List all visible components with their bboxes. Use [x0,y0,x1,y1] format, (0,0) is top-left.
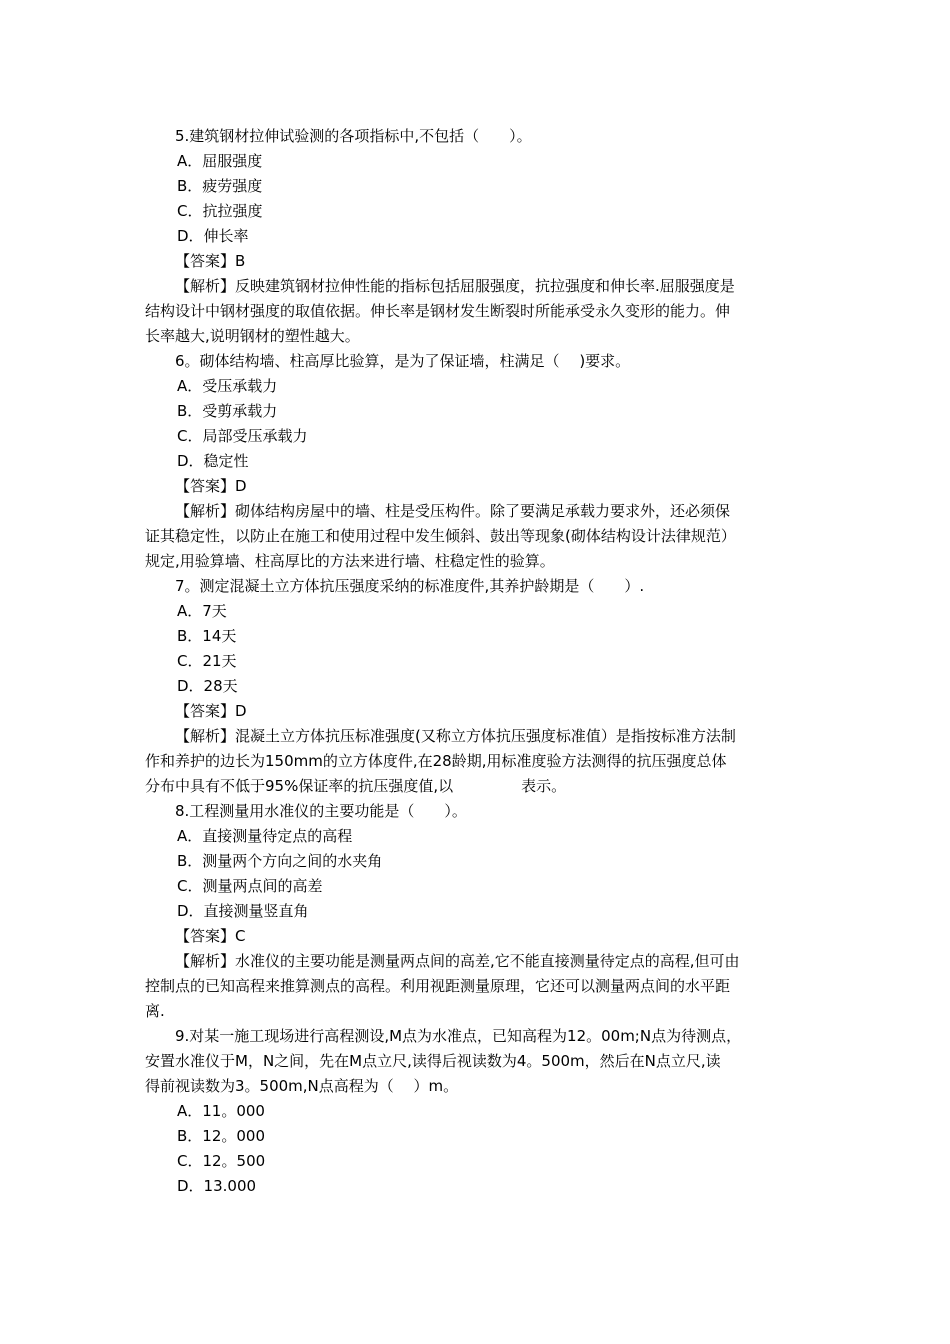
question-7-analysis-line-3-end: 表示。 [521,777,567,795]
question-9-option-d: D．13.000 [177,1177,257,1195]
question-5-analysis-line-2: 结构设计中钢材强度的取值依据。伸长率是钢材发生断裂时所能承受永久变形的能力。伸 [145,302,731,320]
question-5-option-a: A．屈服强度 [177,152,263,170]
question-6-option-c: C．局部受压承载力 [177,427,308,445]
question-9-option-a: A．11。000 [177,1102,265,1120]
question-7-analysis-line-3-start: 分布中具有不低于95%保证率的抗压强度值,以 [145,777,454,795]
question-6-stem: 6。砌体结构墙、柱高厚比验算，是为了保证墙，柱满足（ )要求。 [175,352,631,370]
question-6-analysis-line-3: 规定,用验算墙、柱高厚比的方法来进行墙、柱稳定性的验算。 [145,552,555,570]
document-content [145,124,807,1199]
question-5-stem: 5.建筑钢材拉伸试验测的各项指标中,不包括（ ）。 [175,127,532,145]
question-7-option-a: A．7天 [177,602,227,620]
question-5-analysis-line-1: 【解析】反映建筑钢材拉伸性能的指标包括屈服强度，抗拉强度和伸长率.屈服强度是 [175,277,735,295]
question-5-answer: 【答案】B [175,252,246,270]
question-8-stem: 8.工程测量用水准仪的主要功能是（ ）。 [175,802,467,820]
question-9-option-c: C．12。500 [177,1152,266,1170]
question-8-analysis-line-3: 离. [145,1002,165,1020]
question-8-answer: 【答案】C [175,927,246,945]
question-8-option-b: B．测量两个方向之间的水夹角 [177,852,383,870]
question-6-option-a: A．受压承载力 [177,377,278,395]
question-8-analysis-line-1: 【解析】水准仪的主要功能是测量两点间的高差,它不能直接测量待定点的高程,但可由 [175,952,740,970]
question-7-answer: 【答案】D [175,702,247,720]
question-5-analysis-line-3: 长率越大,说明钢材的塑性越大。 [145,327,360,345]
question-9-option-b: B．12。000 [177,1127,266,1145]
question-5-option-b: B．疲劳强度 [177,177,263,195]
question-8-analysis-line-2: 控制点的已知高程来推算测点的高程。利用视距测量原理，它还可以测量两点间的水平距 [145,977,731,995]
question-8-option-a: A．直接测量待定点的高程 [177,827,353,845]
question-6-analysis-line-2: 证其稳定性，以防止在施工和使用过程中发生倾斜、鼓出等现象(砌体结构设计法律规范） [145,527,736,545]
question-6-answer: 【答案】D [175,477,247,495]
question-6-option-d: D．稳定性 [177,452,249,470]
question-7-option-d: D．28天 [177,677,238,695]
question-9-stem-line-3: 得前视读数为3。500m,N点高程为（ ）m。 [145,1077,459,1095]
question-7-option-b: B．14天 [177,627,237,645]
question-7-analysis-line-1: 【解析】混凝土立方体抗压标准强度(又称立方体抗压强度标准值）是指按标准方法制 [175,727,736,745]
question-7-analysis-line-2: 作和养护的边长为150mm的立方体度件,在28龄期,用标准度验方法测得的抗压强度总体 [145,752,727,770]
question-6-analysis-line-1: 【解析】砌体结构房屋中的墙、柱是受压构件。除了要满足承载力要求外，还必须保 [175,502,731,520]
question-9-stem-line-2: 安置水准仪于M，N之间，先在M点立尺,读得后视读数为4。500m，然后在N点立尺,读 [145,1052,721,1070]
question-6-option-b: B．受剪承载力 [177,402,278,420]
question-8-option-d: D．直接测量竖直角 [177,902,309,920]
question-5-option-c: C．抗拉强度 [177,202,263,220]
question-5-option-d: D．伸长率 [177,227,249,245]
question-9-stem-line-1: 9.对某一施工现场进行高程测设,M点为水准点，已知高程为12。00m;N点为待测点， [175,1027,742,1045]
question-7-analysis-line-3 [145,774,807,799]
question-8-option-c: C．测量两点间的高差 [177,877,323,895]
question-7-stem: 7。测定混凝土立方体抗压强度采纳的标准度件,其养护龄期是（ ）. [175,577,645,595]
question-7-option-c: C．21天 [177,652,237,670]
